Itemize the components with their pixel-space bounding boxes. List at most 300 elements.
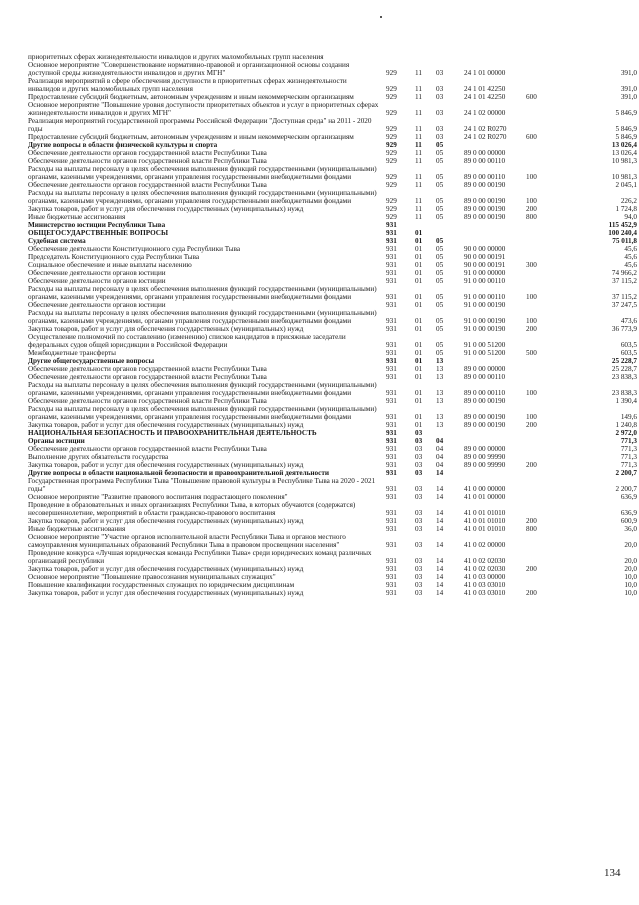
row-name: Обеспечение деятельности органов юстиции xyxy=(28,277,166,285)
row-name: Реализация мероприятий в сфере обеспечения доступности в приоритетных сферах жизнедеятельности инвалидов и других маломобильных групп населения xyxy=(28,77,347,93)
row-amount: 603,5 xyxy=(620,341,637,349)
row-target-article: 90 0 00 00000 xyxy=(464,245,506,253)
row-section-code: 01 xyxy=(415,373,423,381)
row-section-code: 11 xyxy=(415,181,422,189)
row-ved-code: 931 xyxy=(386,221,397,229)
row-ved-code: 929 xyxy=(386,157,397,165)
row-name: Расходы на выплаты персоналу в целях обеспечения выполнения функций государственными (муниципальными) органами, казенными учреждениями, органами управления государственными внебюджетными фондами xyxy=(28,189,377,205)
row-expense-type xyxy=(526,245,564,253)
row-target-article: 24 1 01 00000 xyxy=(464,69,506,77)
table-row xyxy=(28,253,637,261)
row-target-article: 91 0 00 51200 xyxy=(464,349,506,357)
row-amount: 473,6 xyxy=(620,317,637,325)
row-name: Основное мероприятие "Повышение правосознания муниципальных служащих" xyxy=(28,573,276,581)
row-target-article xyxy=(464,437,526,445)
row-subsection-code: 03 xyxy=(436,125,444,133)
table-row xyxy=(28,469,637,477)
row-amount: 10,0 xyxy=(624,589,637,597)
row-section-code: 03 xyxy=(415,557,423,565)
row-section-code: 01 xyxy=(415,421,423,429)
row-subsection-code: 05 xyxy=(436,141,444,149)
row-amount: 20,0 xyxy=(624,557,637,565)
row-target-article: 89 0 00 00110 xyxy=(464,389,506,397)
row-target-article: 41 0 03 03010 xyxy=(464,589,506,597)
row-amount: 600,9 xyxy=(620,517,637,525)
row-expense-type xyxy=(526,301,564,309)
table-row xyxy=(28,477,637,493)
row-target-article: 24 1 02 R0270 xyxy=(464,133,507,141)
row-expense-type xyxy=(526,61,564,77)
row-target-article xyxy=(464,53,526,61)
row-amount: 75 011,8 xyxy=(612,237,637,245)
row-section-code: 03 xyxy=(415,445,423,453)
row-amount: 10 981,3 xyxy=(611,173,637,181)
row-section-code: 11 xyxy=(415,109,422,117)
table-row xyxy=(28,77,637,93)
row-expense-type xyxy=(526,77,564,93)
row-ved-code: 929 xyxy=(386,149,397,157)
table-row xyxy=(28,133,637,141)
row-expense-type: 800 xyxy=(526,213,537,221)
row-name: Расходы на выплаты персоналу в целях обеспечения выполнения функций государственными (муниципальными) органами, казенными учреждениями, органами управления государственными внебюджетными фондами xyxy=(28,309,377,325)
row-expense-type xyxy=(526,493,564,501)
row-ved-code xyxy=(386,53,415,61)
row-ved-code: 931 xyxy=(386,429,397,437)
row-target-article: 89 0 00 00000 xyxy=(464,365,506,373)
row-ved-code: 931 xyxy=(386,301,397,309)
row-name: Межбюджетные трансферты xyxy=(28,349,116,357)
row-name: Проведение конкурса «Лучшая юридическая команда Республики Тыва» среди юридических команд различных организаций республики xyxy=(28,549,372,565)
row-ved-code: 931 xyxy=(386,277,397,285)
row-amount: 13 026,4 xyxy=(611,141,637,149)
row-name: Расходы на выплаты персоналу в целях обеспечения выполнения функций государственными (муниципальными) органами, казенными учреждениями, органами управления государственными внебюджетными фондами xyxy=(28,381,377,397)
row-name: Обеспечение деятельности органов государственной власти Республики Тыва xyxy=(28,397,267,405)
row-name: Другие вопросы в области национальной безопасности и правоохранительной деятельности xyxy=(28,469,329,477)
row-section-code: 11 xyxy=(415,197,422,205)
row-subsection-code: 14 xyxy=(436,469,444,477)
row-amount: 226,2 xyxy=(620,197,637,205)
row-amount: 1 240,8 xyxy=(615,421,637,429)
page-number: 134 xyxy=(604,867,621,879)
row-ved-code: 931 xyxy=(386,509,397,517)
table-row xyxy=(28,365,637,373)
row-amount: 603,5 xyxy=(620,349,637,357)
row-ved-code: 931 xyxy=(386,325,397,333)
row-amount: 10 981,3 xyxy=(611,157,637,165)
row-target-article: 41 0 00 00000 xyxy=(464,485,506,493)
table-row xyxy=(28,405,637,421)
row-expense-type: 300 xyxy=(526,261,537,269)
row-section-code: 01 xyxy=(415,269,423,277)
row-section-code: 03 xyxy=(415,461,423,469)
row-section-code: 11 xyxy=(415,93,422,101)
row-name: Обеспечение деятельности органов государственной власти Республики Тыва xyxy=(28,445,267,453)
row-target-article: 89 0 00 99990 xyxy=(464,461,506,469)
row-name: Обеспечение деятельности органов государственной власти Республики Тыва xyxy=(28,373,267,381)
row-target-article: 41 0 02 00000 xyxy=(464,541,506,549)
table-row xyxy=(28,101,637,117)
row-subsection-code: 05 xyxy=(436,173,444,181)
row-target-article xyxy=(464,429,526,437)
row-section-code: 01 xyxy=(415,317,423,325)
row-ved-code: 929 xyxy=(386,125,397,133)
row-expense-type xyxy=(526,501,564,517)
row-target-article: 24 1 02 R0270 xyxy=(464,125,507,133)
row-target-article: 89 0 00 00110 xyxy=(464,157,506,165)
row-section-code: 01 xyxy=(415,413,423,421)
row-subsection-code: 14 xyxy=(436,541,444,549)
row-section-code: 01 xyxy=(415,301,423,309)
table-row xyxy=(28,165,637,181)
row-section-code: 01 xyxy=(415,261,423,269)
table-row xyxy=(28,221,637,229)
row-expense-type: 600 xyxy=(526,133,537,141)
table-row xyxy=(28,237,637,245)
row-subsection-code: 03 xyxy=(436,133,444,141)
row-subsection-code: 14 xyxy=(436,517,444,525)
row-target-article: 89 0 00 00000 xyxy=(464,445,506,453)
row-section-code: 01 xyxy=(415,397,423,405)
row-target-article: 41 0 03 03010 xyxy=(464,581,506,589)
row-subsection-code: 04 xyxy=(436,453,444,461)
row-amount: 45,6 xyxy=(624,245,637,253)
row-name: Основное мероприятие "Участие органов исполнительной власти Республики Тыва и органов местного самоуправления муниципальных образований Республики Тыва в правовом просвещении населения" xyxy=(28,533,346,549)
row-expense-type xyxy=(526,549,564,565)
row-ved-code: 931 xyxy=(386,357,397,365)
row-amount: 115 452,9 xyxy=(608,221,637,229)
row-amount: 25 228,7 xyxy=(611,365,637,373)
row-name: Обеспечение деятельности органов государственной власти Республики Тыва xyxy=(28,181,267,189)
row-ved-code: 931 xyxy=(386,229,397,237)
row-subsection-code: 13 xyxy=(436,413,444,421)
table-row xyxy=(28,437,637,445)
table-row xyxy=(28,533,637,549)
row-target-article: 91 0 00 00000 xyxy=(464,269,506,277)
table-row xyxy=(28,301,637,309)
table-row xyxy=(28,445,637,453)
row-section-code: 03 xyxy=(415,589,423,597)
row-expense-type xyxy=(526,445,564,453)
row-ved-code: 929 xyxy=(386,181,397,189)
table-row xyxy=(28,213,637,221)
row-subsection-code: 05 xyxy=(436,157,444,165)
row-subsection-code: 05 xyxy=(436,317,444,325)
row-amount: 37 247,5 xyxy=(611,301,637,309)
row-name: Социальное обеспечение и иные выплаты населению xyxy=(28,261,192,269)
row-expense-type xyxy=(526,181,564,189)
row-ved-code: 931 xyxy=(386,589,397,597)
row-subsection-code: 14 xyxy=(436,485,444,493)
row-target-article: 89 0 00 00190 xyxy=(464,205,506,213)
row-ved-code: 931 xyxy=(386,565,397,573)
row-subsection-code: 05 xyxy=(436,325,444,333)
table-row xyxy=(28,349,637,357)
row-section-code: 03 xyxy=(415,517,423,525)
row-expense-type xyxy=(526,221,564,229)
row-subsection-code: 05 xyxy=(436,205,444,213)
row-target-article: 91 0 00 51200 xyxy=(464,341,506,349)
row-subsection-code: 14 xyxy=(436,573,444,581)
row-name: Расходы на выплаты персоналу в целях обеспечения выполнения функций государственными (муниципальными) органами, казенными учреждениями, органами управления государственными внебюджетными фондами xyxy=(28,285,377,301)
row-expense-type: 200 xyxy=(526,517,537,525)
row-subsection-code: 04 xyxy=(436,437,444,445)
row-expense-type xyxy=(526,157,564,165)
row-name: Государственная программа Республики Тыва "Повышение правовой культуры в Республике Тыва на 2020 - 2021 годы" xyxy=(28,477,376,493)
row-target-article: 89 0 00 00190 xyxy=(464,181,506,189)
row-section-code: 03 xyxy=(415,573,423,581)
table-row xyxy=(28,333,637,349)
row-section-code: 11 xyxy=(415,213,422,221)
row-subsection-code: 04 xyxy=(436,445,444,453)
table-row xyxy=(28,141,637,149)
row-section-code: 03 xyxy=(415,581,423,589)
row-section-code: 11 xyxy=(415,205,422,213)
row-subsection-code xyxy=(436,229,464,237)
row-name: Закупка товаров, работ и услуг для обеспечения государственных (муниципальных) нужд xyxy=(28,205,304,213)
table-row xyxy=(28,269,637,277)
table-row xyxy=(28,157,637,165)
row-section-code: 01 xyxy=(415,237,423,245)
table-row xyxy=(28,517,637,525)
row-name: Закупка товаров, работ и услуг для обеспечения государственных (муниципальных) нужд xyxy=(28,325,304,333)
row-subsection-code: 05 xyxy=(436,349,444,357)
row-subsection-code: 05 xyxy=(436,341,444,349)
row-subsection-code: 05 xyxy=(436,149,444,157)
row-subsection-code: 03 xyxy=(436,85,444,93)
row-name: Основное мероприятие "Повышение уровня доступности приоритетных объектов и услуг в приоритетных сферах жизнедеятельности инвалидов и других МГН" xyxy=(28,101,379,117)
budget-table-body xyxy=(28,53,637,597)
row-section-code: 11 xyxy=(415,157,422,165)
row-expense-type: 200 xyxy=(526,205,537,213)
row-section-code: 01 xyxy=(415,325,423,333)
row-section-code xyxy=(415,221,436,229)
row-target-article: 41 0 01 01010 xyxy=(464,509,506,517)
row-subsection-code: 05 xyxy=(436,277,444,285)
row-subsection-code: 05 xyxy=(436,237,444,245)
row-ved-code: 929 xyxy=(386,69,397,77)
row-amount: 2 200,7 xyxy=(615,485,637,493)
row-amount: 771,3 xyxy=(620,461,637,469)
row-target-article: 41 0 02 02030 xyxy=(464,557,506,565)
row-expense-type: 100 xyxy=(526,293,537,301)
row-expense-type: 100 xyxy=(526,413,537,421)
row-section-code: 03 xyxy=(415,453,423,461)
row-subsection-code: 03 xyxy=(436,93,444,101)
row-name: Повышение квалификации государственных служащих по юридическим дисциплинам xyxy=(28,581,295,589)
row-ved-code: 931 xyxy=(386,413,397,421)
row-subsection-code: 05 xyxy=(436,261,444,269)
row-section-code: 01 xyxy=(415,245,423,253)
row-ved-code: 929 xyxy=(386,197,397,205)
row-ved-code: 931 xyxy=(386,317,397,325)
row-subsection-code: 05 xyxy=(436,293,444,301)
row-subsection-code xyxy=(436,429,464,437)
row-expense-type: 200 xyxy=(526,589,537,597)
row-target-article: 89 0 00 00190 xyxy=(464,397,506,405)
row-expense-type xyxy=(526,357,564,365)
row-name: приоритетных сферах жизнедеятельности инвалидов и других маломобильных групп населения xyxy=(28,53,324,61)
row-expense-type xyxy=(526,149,564,157)
row-subsection-code: 14 xyxy=(436,525,444,533)
row-subsection-code: 05 xyxy=(436,269,444,277)
row-amount: 100 240,4 xyxy=(608,229,637,237)
row-subsection-code: 03 xyxy=(436,109,444,117)
row-expense-type xyxy=(526,333,564,349)
row-expense-type: 200 xyxy=(526,565,537,573)
row-subsection-code: 13 xyxy=(436,397,444,405)
table-row xyxy=(28,525,637,533)
row-ved-code: 929 xyxy=(386,213,397,221)
row-ved-code: 931 xyxy=(386,461,397,469)
row-target-article: 91 0 00 00110 xyxy=(464,293,506,301)
row-amount: 771,3 xyxy=(620,445,637,453)
table-row xyxy=(28,93,637,101)
row-name: Обеспечение деятельности органов государственной власти Республики Тыва xyxy=(28,149,267,157)
row-expense-type xyxy=(526,477,564,493)
row-ved-code: 931 xyxy=(386,261,397,269)
row-name: Расходы на выплаты персоналу в целях обеспечения выполнения функций государственными (муниципальными) органами, казенными учреждениями, органами управления государственными внебюджетными фондами xyxy=(28,405,377,421)
row-section-code: 11 xyxy=(415,149,422,157)
row-amount: 1 724,8 xyxy=(615,205,637,213)
row-subsection-code: 14 xyxy=(436,493,444,501)
row-subsection-code: 05 xyxy=(436,253,444,261)
row-target-article: 41 0 01 01010 xyxy=(464,517,506,525)
row-ved-code: 931 xyxy=(386,269,397,277)
row-section-code: 03 xyxy=(415,541,423,549)
table-row xyxy=(28,53,637,61)
row-expense-type xyxy=(526,277,564,285)
row-subsection-code xyxy=(436,53,464,61)
row-section-code: 03 xyxy=(415,485,423,493)
table-row xyxy=(28,549,637,565)
row-section-code: 01 xyxy=(415,293,423,301)
row-name: Закупка товаров, работ и услуг для обеспечения государственных (муниципальных) нужд xyxy=(28,565,304,573)
row-expense-type: 600 xyxy=(526,93,537,101)
table-row xyxy=(28,309,637,325)
row-subsection-code: 14 xyxy=(436,581,444,589)
row-section-code: 11 xyxy=(415,173,422,181)
row-amount: 1 390,4 xyxy=(615,397,637,405)
row-target-article: 89 0 00 00190 xyxy=(464,197,506,205)
row-subsection-code: 05 xyxy=(436,245,444,253)
row-section-code: 01 xyxy=(415,253,423,261)
row-target-article xyxy=(464,237,526,245)
row-expense-type xyxy=(526,365,564,373)
row-ved-code: 931 xyxy=(386,437,397,445)
row-amount: 5 846,9 xyxy=(615,133,637,141)
table-row xyxy=(28,493,637,501)
row-section-code: 03 xyxy=(415,493,423,501)
row-name: Обеспечение деятельности Конституционного суда Республики Тыва xyxy=(28,245,241,253)
row-expense-type xyxy=(526,453,564,461)
row-expense-type: 500 xyxy=(526,349,537,357)
row-amount: 20,0 xyxy=(624,565,637,573)
row-section-code: 03 xyxy=(415,469,423,477)
row-target-article: 89 0 00 00190 xyxy=(464,213,506,221)
table-row xyxy=(28,453,637,461)
row-ved-code: 931 xyxy=(386,517,397,525)
row-subsection-code: 13 xyxy=(436,365,444,373)
row-expense-type xyxy=(526,117,564,133)
row-expense-type xyxy=(526,141,564,149)
row-expense-type: 100 xyxy=(526,197,537,205)
row-name: Основное мероприятие "Развитие правового воспитания подрастающего поколения" xyxy=(28,493,288,501)
row-name: Обеспечение деятельности органов государственной власти Республики Тыва xyxy=(28,365,267,373)
row-name: Закупка товаров, работ и услуг для обеспечения государственных (муниципальных) нужд xyxy=(28,589,304,597)
row-target-article: 91 0 00 00190 xyxy=(464,317,506,325)
row-expense-type: 200 xyxy=(526,421,537,429)
row-subsection-code: 13 xyxy=(436,421,444,429)
row-section-code: 01 xyxy=(415,349,423,357)
table-row xyxy=(28,277,637,285)
row-target-article: 91 0 00 00190 xyxy=(464,325,506,333)
row-amount: 37 115,2 xyxy=(612,277,637,285)
row-subsection-code: 04 xyxy=(436,461,444,469)
row-target-article: 90 0 00 00191 xyxy=(464,253,506,261)
row-subsection-code: 13 xyxy=(436,357,444,365)
row-target-article: 41 0 01 00000 xyxy=(464,493,506,501)
table-row xyxy=(28,61,637,77)
row-subsection-code: 13 xyxy=(436,389,444,397)
row-expense-type xyxy=(526,53,564,61)
table-row xyxy=(28,397,637,405)
row-subsection-code: 05 xyxy=(436,213,444,221)
row-amount: 13 026,4 xyxy=(611,149,637,157)
row-amount: 23 838,3 xyxy=(611,389,637,397)
row-ved-code: 929 xyxy=(386,141,397,149)
row-expense-type: 100 xyxy=(526,389,537,397)
row-amount: 391,0 xyxy=(620,93,637,101)
row-expense-type xyxy=(526,101,564,117)
row-amount: 149,6 xyxy=(620,413,637,421)
row-subsection-code: 05 xyxy=(436,181,444,189)
row-name: Предоставление субсидий бюджетным, автономным учреждениям и иным некоммерческим организациям xyxy=(28,93,354,101)
table-row xyxy=(28,117,637,133)
row-target-article xyxy=(464,141,526,149)
row-name: Судебная система xyxy=(28,237,86,245)
row-target-article: 89 0 00 00000 xyxy=(464,149,506,157)
row-ved-code: 929 xyxy=(386,85,397,93)
row-subsection-code: 13 xyxy=(436,373,444,381)
row-target-article: 24 1 01 42250 xyxy=(464,93,506,101)
row-amount: 20,0 xyxy=(624,541,637,549)
row-amount: 45,6 xyxy=(624,253,637,261)
table-row xyxy=(28,149,637,157)
table-row xyxy=(28,581,637,589)
table-row xyxy=(28,205,637,213)
row-amount: 636,9 xyxy=(620,509,637,517)
row-expense-type xyxy=(526,397,564,405)
row-ved-code: 929 xyxy=(386,205,397,213)
row-expense-type xyxy=(526,253,564,261)
row-ved-code: 931 xyxy=(386,581,397,589)
row-ved-code: 931 xyxy=(386,453,397,461)
row-section-code: 01 xyxy=(415,357,423,365)
row-amount: 391,0 xyxy=(620,69,637,77)
row-name: Расходы на выплаты персоналу в целях обеспечения выполнения функций государственными (муниципальными) органами, казенными учреждениями, органами управления государственными внебюджетными фондами xyxy=(28,165,377,181)
row-target-article: 41 0 01 01010 xyxy=(464,525,506,533)
row-ved-code: 929 xyxy=(386,173,397,181)
row-expense-type xyxy=(526,237,564,245)
row-amount: 23 838,3 xyxy=(611,373,637,381)
table-row xyxy=(28,261,637,269)
row-name: Осуществление полномочий по составлению (изменению) списков кандидатов в присяжные заседатели федеральных судов общей юрисдикции в Российской Федерации xyxy=(28,333,346,349)
row-subsection-code: 14 xyxy=(436,589,444,597)
row-ved-code: 931 xyxy=(386,485,397,493)
row-name: Иные бюджетные ассигнования xyxy=(28,213,126,221)
table-row xyxy=(28,245,637,253)
row-target-article: 89 0 00 00110 xyxy=(464,173,506,181)
